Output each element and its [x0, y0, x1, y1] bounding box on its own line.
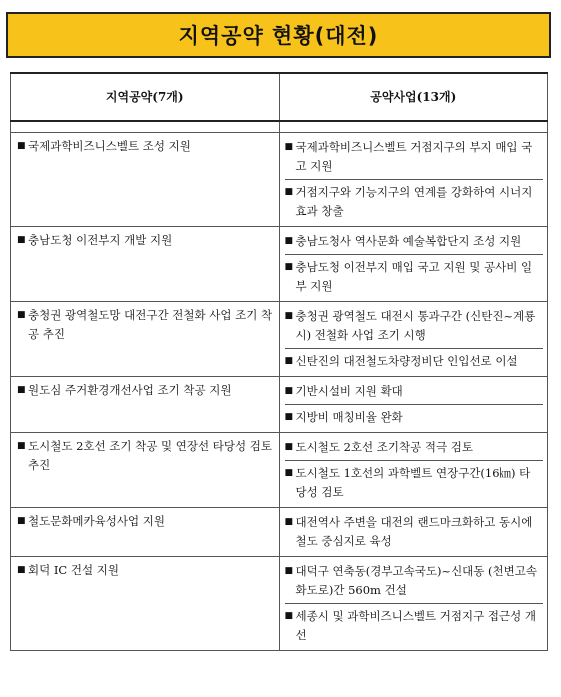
project-item-text: 지방비 매칭비율 완화 — [295, 410, 403, 424]
bullet-icon: ■ — [284, 517, 294, 527]
project-item-text: 국제과학비즈니스벨트 거점지구의 부지 매입 국고 지원 — [295, 140, 533, 173]
project-item-text: 충청권 광역철도 대전시 통과구간 (신탄진~계룡시) 전철화 사업 조기 시행 — [295, 309, 536, 342]
table-row — [11, 557, 548, 651]
table-row — [11, 302, 548, 377]
bullet-icon: ■ — [284, 412, 294, 422]
projects-cell — [279, 557, 548, 651]
project-entry — [285, 304, 544, 349]
project-item — [285, 607, 542, 645]
table-header-row — [11, 73, 548, 121]
spacer-cell — [11, 121, 280, 133]
pledge-cell — [11, 508, 280, 557]
project-item — [285, 183, 542, 221]
pledge-cell — [11, 133, 280, 227]
pledge-cell — [11, 227, 280, 302]
bullet-icon: ■ — [284, 356, 294, 366]
pledge-item-text: 원도심 주거환경개선사업 조기 착공 지원 — [28, 383, 232, 397]
project-item-text: 대전역사 주변을 대전의 랜드마크화하고 동시에 철도 중심지로 육성 — [295, 515, 533, 548]
project-item-text: 거점지구와 기능지구의 연계를 강화하여 시너지 효과 창출 — [295, 185, 533, 218]
pledge-item-text: 회덕 IC 건설 지원 — [28, 563, 119, 577]
bullet-icon: ■ — [284, 386, 294, 396]
header-pledges: 지역공약(7개) — [11, 73, 280, 121]
project-entry — [285, 349, 544, 374]
projects-cell — [279, 433, 548, 508]
table-row — [11, 433, 548, 508]
bullet-icon: ■ — [17, 441, 26, 451]
project-item-text: 대덕구 연축동(경부고속국도)~신대동 (천변고속화도로)간 560m 건설 — [295, 564, 537, 597]
project-item-text: 기반시설비 지원 확대 — [295, 384, 403, 398]
pledge-cell — [11, 377, 280, 433]
table-row — [11, 508, 548, 557]
bullet-icon: ■ — [284, 566, 294, 576]
spacer-cell — [279, 121, 548, 133]
project-item-text: 도시철도 1호선의 과학벨트 연장구간(16㎞) 타당성 검토 — [295, 466, 531, 499]
project-item — [285, 307, 542, 345]
spacer-row — [11, 121, 548, 133]
project-item — [285, 464, 542, 502]
table-body — [11, 121, 548, 651]
bullet-icon: ■ — [17, 141, 26, 151]
project-entry — [285, 255, 544, 299]
table-row — [11, 377, 548, 433]
projects-cell — [279, 133, 548, 227]
project-item-text: 도시철도 2호선 조기착공 적극 검토 — [295, 440, 473, 454]
bullet-icon: ■ — [17, 385, 26, 395]
project-item — [285, 438, 542, 457]
pledge-item-text: 도시철도 2호선 조기 착공 및 연장선 타당성 검토 추진 — [28, 439, 272, 472]
project-item — [285, 258, 542, 296]
pledge-cell — [11, 557, 280, 651]
projects-cell — [279, 302, 548, 377]
pledge-cell — [11, 433, 280, 508]
pledge-cell — [11, 302, 280, 377]
bullet-icon: ■ — [284, 262, 294, 272]
pledge-item — [17, 437, 273, 475]
table-row — [11, 133, 548, 227]
project-item — [285, 138, 542, 176]
project-entry — [285, 510, 544, 554]
page-title: 지역공약 현황(대전) — [178, 24, 379, 48]
pledge-item-text: 충청권 광역철도망 대전구간 전철화 사업 조기 착공 추진 — [28, 308, 273, 341]
project-item — [285, 562, 542, 600]
pledge-item-text: 철도문화메카육성사업 지원 — [28, 514, 165, 528]
bullet-icon: ■ — [284, 236, 294, 246]
project-item-text: 충남도청사 역사문화 예술복합단지 조성 지원 — [295, 234, 522, 248]
project-entry — [285, 435, 544, 461]
header-projects: 공약사업(13개) — [279, 73, 548, 121]
project-entry — [285, 604, 544, 648]
projects-cell — [279, 377, 548, 433]
project-item — [285, 232, 542, 251]
bullet-icon: ■ — [17, 310, 26, 320]
pledge-item — [17, 231, 273, 250]
title-banner — [6, 12, 551, 58]
bullet-icon: ■ — [17, 235, 26, 245]
bullet-icon: ■ — [17, 565, 26, 575]
project-item — [285, 352, 542, 371]
project-item-text: 세종시 및 과학비즈니스벨트 거점지구 접근성 개선 — [295, 609, 536, 642]
project-entry — [285, 229, 544, 255]
project-entry — [285, 405, 544, 430]
table-row — [11, 227, 548, 302]
pledge-table — [10, 72, 548, 651]
pledge-item — [17, 381, 273, 400]
bullet-icon: ■ — [284, 442, 294, 452]
bullet-icon: ■ — [17, 516, 26, 526]
project-item-text: 충남도청 이전부지 매입 국고 지원 및 공사비 일부 지원 — [295, 260, 533, 293]
projects-cell — [279, 508, 548, 557]
pledge-item — [17, 306, 273, 344]
pledge-item-text: 충남도청 이전부지 개발 지원 — [28, 233, 173, 247]
project-item — [285, 382, 542, 401]
bullet-icon: ■ — [284, 611, 294, 621]
pledge-item-text: 국제과학비즈니스벨트 조성 지원 — [28, 139, 191, 153]
bullet-icon: ■ — [284, 187, 294, 197]
bullet-icon: ■ — [284, 468, 294, 478]
pledge-item — [17, 512, 273, 531]
bullet-icon: ■ — [284, 142, 294, 152]
projects-cell — [279, 227, 548, 302]
pledge-item — [17, 137, 273, 156]
project-item — [285, 408, 542, 427]
project-item — [285, 513, 542, 551]
pledge-item — [17, 561, 273, 580]
project-item-text: 신탄진의 대전철도차량정비단 인입선로 이설 — [295, 354, 518, 368]
project-entry — [285, 559, 544, 604]
project-entry — [285, 135, 544, 180]
project-entry — [285, 379, 544, 405]
project-entry — [285, 180, 544, 224]
bullet-icon: ■ — [284, 311, 294, 321]
project-entry — [285, 461, 544, 505]
